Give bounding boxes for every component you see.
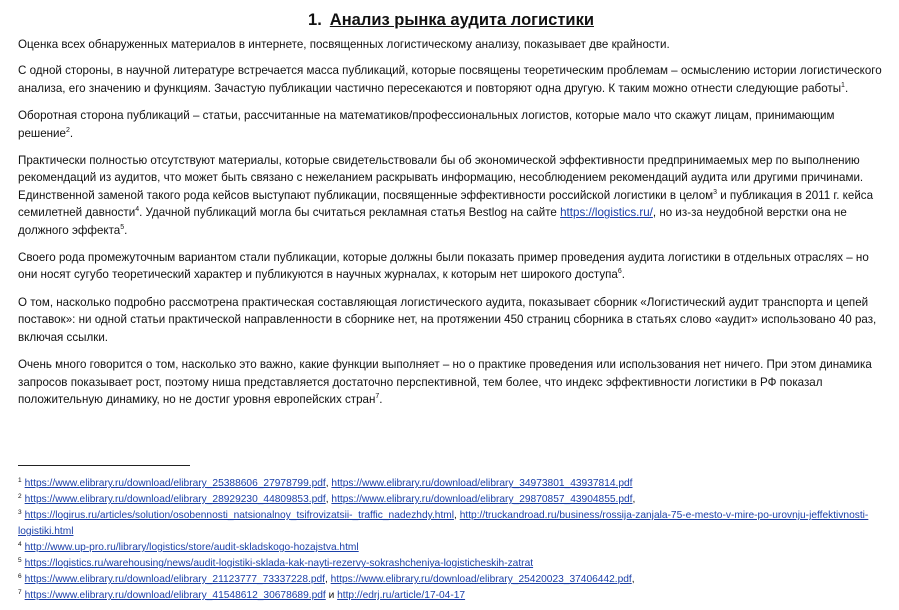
footnote-3-number: 3 <box>18 508 22 516</box>
footnote-ref-7[interactable]: 7 <box>375 393 380 401</box>
paragraph-4 <box>18 152 884 239</box>
paragraph-3-end: . <box>69 126 74 140</box>
paragraph-1 <box>18 36 884 53</box>
paragraph-2-end: . <box>844 81 849 95</box>
footnote-4-link-1[interactable]: http://www.up-pro.ru/library/logistics/store/audit-skladskogo-hozajstva.html <box>24 542 359 553</box>
heading-title: Анализ рынка аудита логистики <box>329 11 594 29</box>
paragraph-3 <box>18 107 884 142</box>
footnote-7 <box>18 588 884 604</box>
section-heading <box>18 10 884 30</box>
paragraph-5 <box>18 249 884 284</box>
logistics-ru-link[interactable]: https://logistics.ru/ <box>560 206 653 220</box>
footnote-4-number: 4 <box>18 540 22 548</box>
paragraph-3-text: Оборотная сторона публикаций – статьи, рассчитанные на математиков/профессиональных логистов, которые мало что скажут лицам, принимающим решение <box>18 109 835 140</box>
footnote-5-number: 5 <box>18 556 22 564</box>
footnote-7-separator: и <box>325 590 338 601</box>
footnote-2-link-1[interactable]: https://www.elibrary.ru/download/elibrary_28929230_44809853.pdf <box>24 494 326 505</box>
paragraph-4-end: . <box>124 223 128 237</box>
footnote-6-end: , <box>631 574 635 585</box>
paragraph-6-text: О том, насколько подробно рассмотрена практическая составляющая логистического аудита, показывает сборник «Логистический аудит транспорта и цепей поставок»: ни одной статьи практической направленности в сборнике нет, на протяжении 450 страниц сборника в статьях слово «аудит» использовано 40 раз, включая ссылки. <box>18 295 877 344</box>
footnote-2-end: , <box>632 494 636 505</box>
footnote-2-number: 2 <box>18 492 22 500</box>
paragraph-4-text-b: и публикация в 2011 г. кейса семилетней давности <box>18 188 874 220</box>
heading-number: 1. <box>308 11 322 29</box>
footnote-1-link-2[interactable]: https://www.elibrary.ru/download/elibrary_34973801_43937814.pdf <box>331 478 633 489</box>
footnote-2 <box>18 492 884 508</box>
footnote-ref-5[interactable]: 5 <box>120 223 125 231</box>
footnote-ref-3[interactable]: 3 <box>713 188 718 196</box>
footnote-6 <box>18 572 884 588</box>
footnote-3-link-2[interactable]: http://truckandroad.ru/business/rossija-zanjala-75-e-mesto-v-mire-po-urovnju-jeffektivnosti-logistiki.html <box>18 510 869 537</box>
footnote-5-link-1[interactable]: https://logistics.ru/warehousing/news/audit-logistiki-sklada-kak-nayti-rezervy-sokrashcheniya-logisticheskih-zatrat <box>24 558 534 569</box>
footnote-4 <box>18 540 884 556</box>
footnote-ref-1[interactable]: 1 <box>841 81 845 89</box>
paragraph-2-text: С одной стороны, в научной литературе встречается масса публикаций, которые посвящены теоретическим проблемам – осмыслению истории логистического анализа, его значению и функциям. Зачастую публикации частично пересекаются и повторяют одна другую. К таким можно отнести следующие работы <box>18 64 882 95</box>
footnote-2-separator: , <box>325 494 332 505</box>
footnote-5 <box>18 556 884 572</box>
footnote-7-link-1[interactable]: https://www.elibrary.ru/download/elibrary_41548612_30678689.pdf <box>24 590 326 601</box>
footnote-6-number: 6 <box>18 572 22 580</box>
footnote-ref-6[interactable]: 6 <box>617 268 622 276</box>
footnotes-section <box>18 465 884 604</box>
footnote-ref-4[interactable]: 4 <box>135 206 140 214</box>
paragraph-7 <box>18 356 884 408</box>
paragraph-6 <box>18 294 884 346</box>
paragraph-7-text: Очень много говорится о том, насколько это важно, какие функции выполняет – но о практике проведения или использования нет ничего. При этом динамика запросов показывает рост, поэтому ниша представляется достаточно перспективной, тем более, что индекс эффективности логистики в РФ показал положительную динамику, но не достиг уровня европейских стран <box>18 358 872 406</box>
footnote-6-link-1[interactable]: https://www.elibrary.ru/download/elibrary_21123777_73337228.pdf <box>24 574 325 585</box>
footnote-1-number: 1 <box>18 476 22 484</box>
paragraph-5-end: . <box>621 268 626 282</box>
footnote-7-number: 7 <box>18 588 22 596</box>
paragraph-1-text: Оценка всех обнаруженных материалов в интернете, посвященных логистическому анализу, показывает две крайности. <box>18 38 670 51</box>
footnote-separator <box>18 465 190 466</box>
paragraph-4-text-d: , но из-за неудобной верстки она не должного эффекта <box>18 206 847 237</box>
footnote-ref-2[interactable]: 2 <box>65 126 70 134</box>
footnote-2-link-2[interactable]: https://www.elibrary.ru/download/elibrary_29870857_43904855.pdf <box>331 494 633 505</box>
paragraph-2 <box>18 62 884 97</box>
footnote-3 <box>18 508 884 540</box>
paragraph-4-text-c: . Удачной публикаций могла бы считаться рекламная статья Bestlog на сайте <box>139 206 561 220</box>
footnote-6-separator: , <box>324 574 331 585</box>
footnote-3-link-1[interactable]: https://logirus.ru/articles/solution/osobennosti_natsionalnoy_tsifrovizatsii-_traffic_nadezhdy.html <box>24 510 455 521</box>
document-body <box>18 10 884 418</box>
footnote-3-separator: , <box>454 510 460 521</box>
footnote-6-link-2[interactable]: https://www.elibrary.ru/download/elibrary_25420023_37406442.pdf <box>330 574 632 585</box>
footnote-1-separator: , <box>325 478 332 489</box>
paragraph-5-text: Своего рода промежуточным вариантом стали публикации, которые должны были показать пример проведения аудита логистики в отдельных отраслях – но они носят сугубо теоретический характер и публикуются в научных журналах, к которым нет широкого доступа <box>18 251 869 282</box>
footnote-1 <box>18 476 884 492</box>
paragraph-7-end: . <box>379 392 383 406</box>
paragraph-4-text-a: Практически полностью отсутствуют материалы, которые свидетельствовали бы об экономической эффективности предпринимаемых мер по выполнению рекомендаций из аудитов, что может быть связано с нежеланием раскрывать информацию, несоблюдением рекомендаций аудита или другими причинами. Единственной заменой такого рода кейсов выступают публикации, посвященные эффективности российской логистики в целом <box>18 154 864 202</box>
footnote-1-link-1[interactable]: https://www.elibrary.ru/download/elibrary_25388606_27978799.pdf <box>24 478 326 489</box>
footnote-7-link-2[interactable]: http://edrj.ru/article/17-04-17 <box>337 590 466 601</box>
